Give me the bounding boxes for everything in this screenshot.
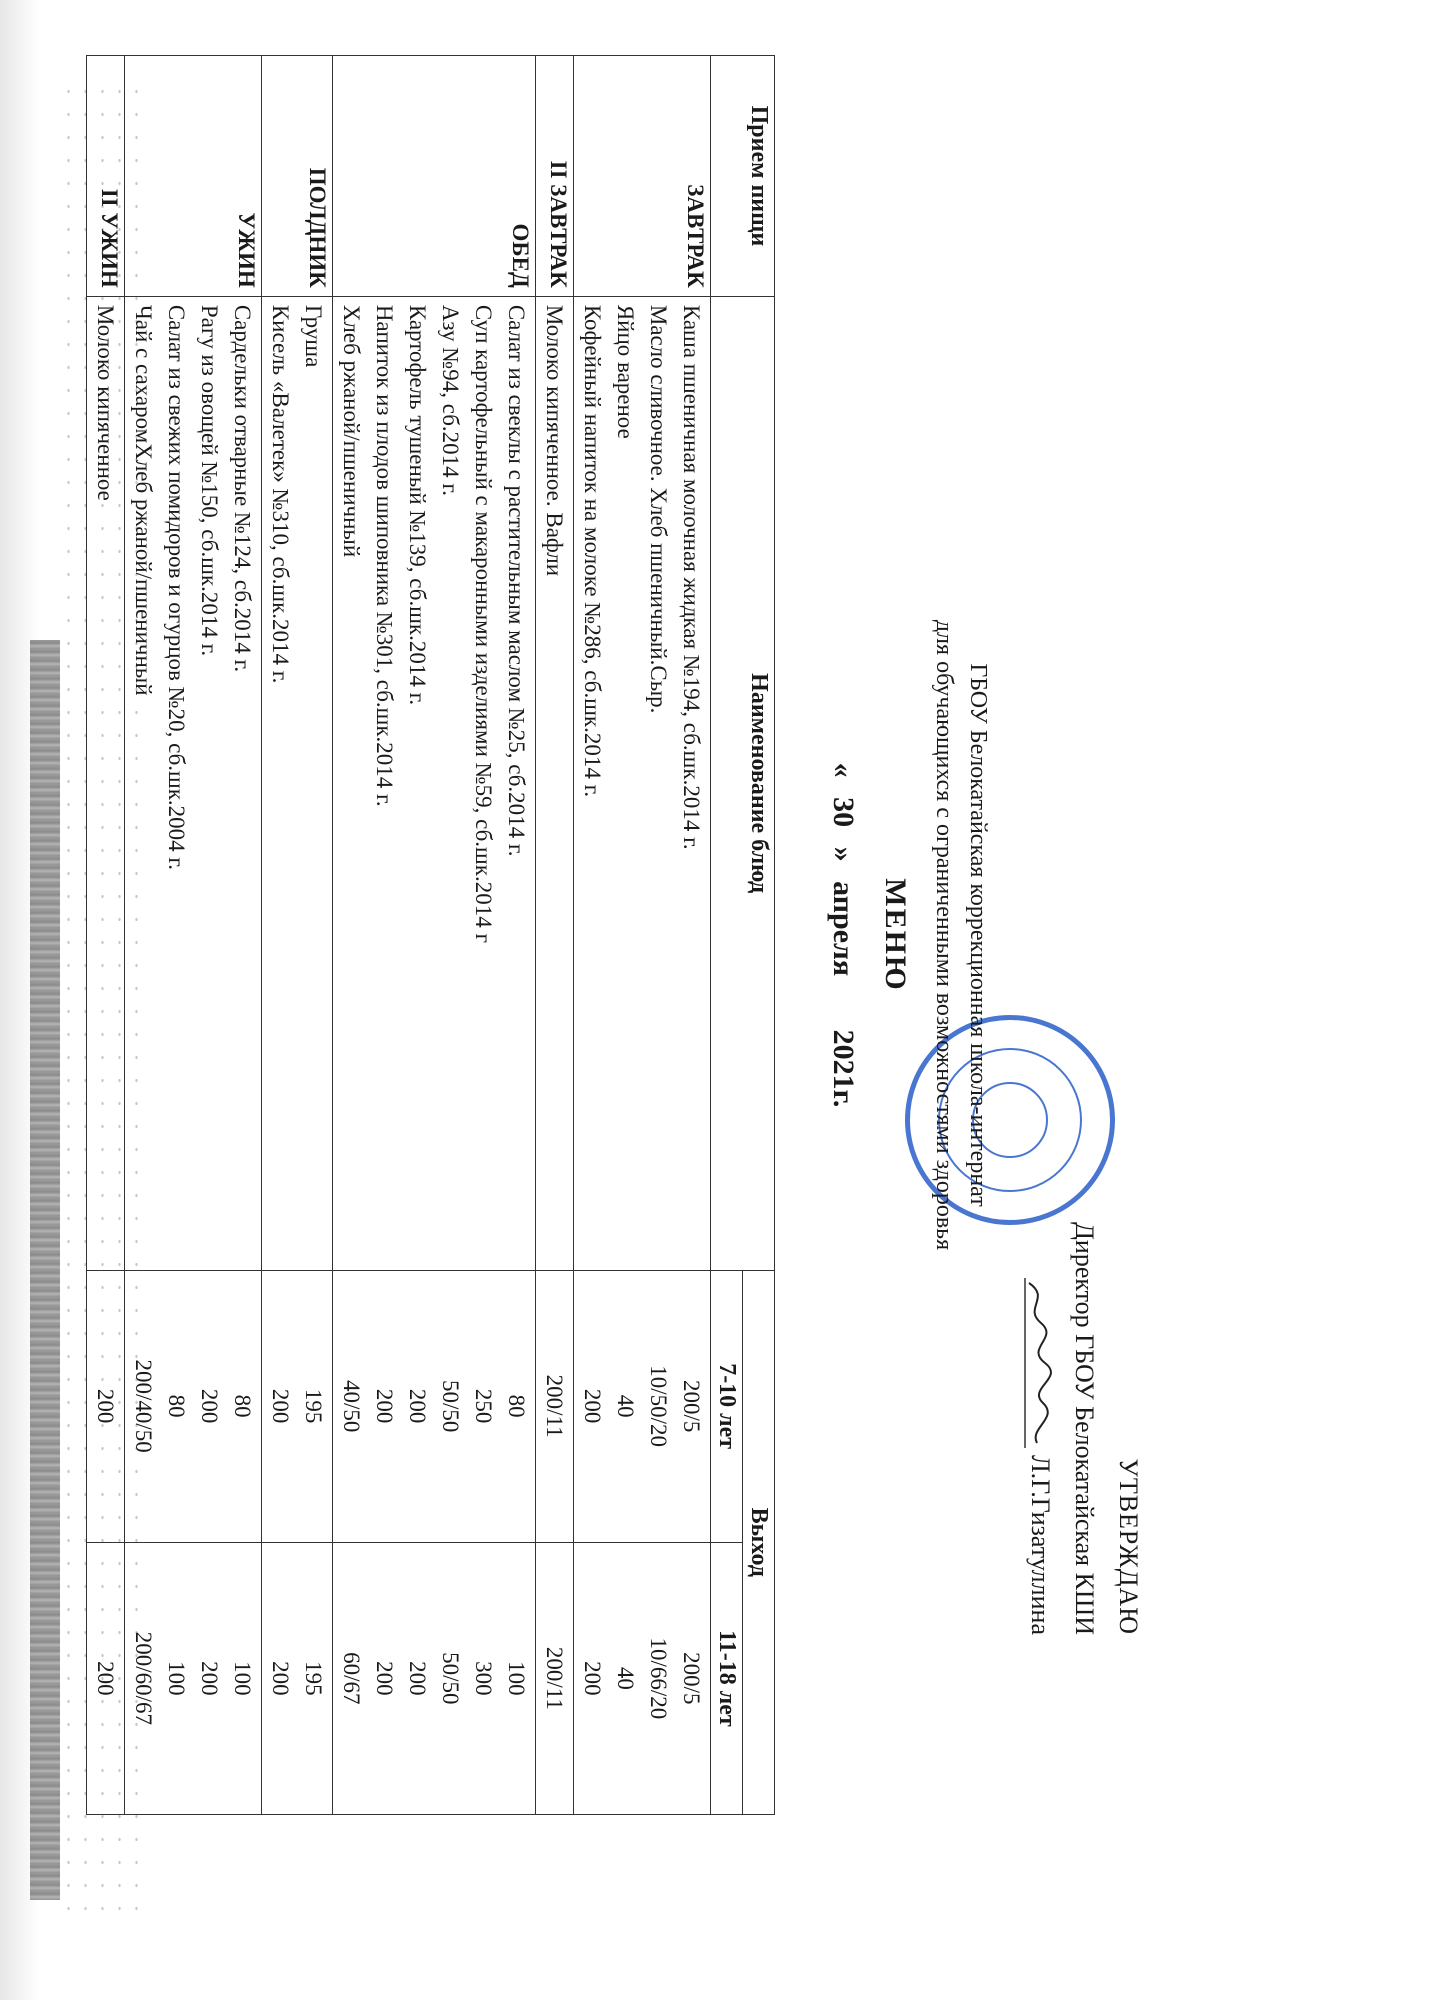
- dish-item: Яйцо вареное: [613, 304, 638, 439]
- school-name-line2: для обучающихся с ограниченными возможностями здоровья: [931, 619, 957, 1251]
- dishes-cell: [574, 296, 711, 1270]
- portion-value: 200/5: [679, 1379, 704, 1433]
- portion-value: 100: [504, 1661, 529, 1696]
- portion-value: 10/66/20: [646, 1637, 671, 1720]
- dishes-cell: [87, 296, 125, 1270]
- portion-7-10-cell: [87, 1270, 125, 1542]
- table-row: [125, 56, 262, 1815]
- portion-value: 200: [93, 1661, 118, 1696]
- portion-7-10-cell: [262, 1270, 333, 1542]
- table-row: [333, 56, 536, 1815]
- dish-item: Салат из свеклы с растительным маслом №25, сб.2014 г.: [504, 304, 529, 857]
- dishes-cell: [262, 296, 333, 1270]
- header-output: Выход: [743, 1270, 775, 1814]
- portion-value: 250: [471, 1388, 496, 1424]
- table-row: [574, 56, 711, 1815]
- header-meal: Прием пищи: [711, 56, 775, 297]
- portion-7-10-cell: [333, 1270, 536, 1542]
- portion-value: 200: [197, 1661, 222, 1696]
- dish-item: Чай с сахаромХлеб ржаной/пшеничный: [131, 304, 156, 696]
- school-name-line1: ГБОУ Белокатайская коррекционная школа-интернат: [965, 663, 991, 1207]
- meal-name-cell: ПОЛДНИК: [262, 56, 333, 297]
- portion-value: 200/11: [542, 1374, 567, 1438]
- portion-value: 200: [93, 1388, 118, 1424]
- portion-value: 195: [301, 1661, 326, 1696]
- portion-value: 80: [164, 1394, 189, 1418]
- approval-block: [1018, 1115, 1150, 1635]
- portion-value: 200: [197, 1388, 222, 1424]
- dish-item: Кисель «Валетек» №310, сб.шк.2014 г.: [268, 304, 293, 684]
- portion-value: 50/50: [438, 1652, 463, 1705]
- portion-value: 200: [268, 1388, 293, 1424]
- portion-value: 200: [580, 1388, 605, 1424]
- portion-value: 200/40/50: [131, 1359, 156, 1453]
- table-row: [262, 56, 333, 1815]
- portion-value: 40/50: [339, 1379, 364, 1433]
- header-age-7-10: 7-10 лет: [711, 1270, 743, 1542]
- document-header: [827, 55, 1170, 1815]
- dishes-cell: [333, 296, 536, 1270]
- approval-position: Директор ГБОУ Белокатайская КШИ: [1070, 1222, 1099, 1635]
- dish-item: Масло сливочное. Хлеб пшеничный.Сыр.: [646, 304, 671, 714]
- table-header-row: [743, 56, 775, 1815]
- meal-name-cell: ЗАВТРАК: [574, 56, 711, 297]
- meal-name-cell: II ЗАВТРАК: [536, 56, 574, 297]
- dish-item: Картофель тушеный №139, сб.шк.2014 г.: [405, 304, 430, 706]
- portion-value: 200: [405, 1388, 430, 1424]
- dish-item: Сардельки отварные №124, сб.2014 г.: [230, 304, 255, 673]
- portion-value: 100: [230, 1661, 255, 1696]
- portion-11-18-cell: [574, 1542, 711, 1814]
- dish-item: Груша: [301, 304, 326, 368]
- portion-value: 50/50: [438, 1379, 463, 1433]
- dish-item: Хлеб ржаной/пшеничный: [339, 304, 364, 558]
- portion-11-18-cell: [125, 1542, 262, 1814]
- date-year: 2021г.: [827, 1029, 860, 1108]
- portion-value: 200: [372, 1388, 397, 1424]
- menu-table-body: [87, 56, 711, 1815]
- portion-11-18-cell: [262, 1542, 333, 1814]
- dish-item: Салат из свежих помидоров и огурцов №20, сб.шк.2004 г.: [164, 304, 189, 871]
- portion-value: 200: [580, 1661, 605, 1696]
- portion-11-18-cell: [87, 1542, 125, 1814]
- date-quote-open: «: [827, 762, 860, 778]
- dish-item: Молоко кипяченное: [93, 304, 118, 501]
- dish-item: Каша пшеничная молочная жидкая №194, сб.шк.2014 г.: [679, 304, 704, 850]
- portion-7-10-cell: [574, 1270, 711, 1542]
- signature-scribble: [1021, 1278, 1055, 1448]
- portion-value: 10/50/20: [646, 1365, 671, 1448]
- portion-value: 40: [613, 1666, 638, 1690]
- approval-title: УТВЕРЖДАЮ: [1114, 1458, 1143, 1635]
- dish-item: Суп картофельный с макаронными изделиями №59, сб.шк.2014 г: [471, 304, 496, 943]
- dish-item: Азу №94, сб.2014 г.: [438, 304, 463, 496]
- approval-signer: Л.Г.Гизатуллина: [1026, 1454, 1055, 1635]
- portion-value: 300: [471, 1661, 496, 1696]
- portion-11-18-cell: [333, 1542, 536, 1814]
- table-row: [536, 56, 574, 1815]
- portion-value: 200/60/67: [131, 1631, 156, 1726]
- portion-value: 40: [613, 1394, 638, 1418]
- header-age-11-18: 11-18 лет: [711, 1542, 743, 1814]
- table-row: [87, 56, 125, 1815]
- menu-title: МЕНЮ: [879, 878, 912, 992]
- portion-value: 80: [230, 1394, 255, 1418]
- menu-date: [826, 595, 860, 1275]
- dish-item: Кофейный напиток на молоке №286, сб.шк.2014 г.: [580, 304, 605, 798]
- portion-value: 100: [164, 1661, 189, 1696]
- portion-value: 200: [372, 1661, 397, 1696]
- date-month: апреля: [827, 881, 860, 977]
- date-day: 30: [827, 797, 860, 828]
- meal-name-cell: УЖИН: [125, 56, 262, 297]
- portion-value: 60/67: [339, 1652, 364, 1705]
- portion-7-10-cell: [125, 1270, 262, 1542]
- portion-value: 200/11: [542, 1646, 567, 1710]
- dish-item: Рагу из овощей №150, сб.шк.2014 г.: [197, 304, 222, 657]
- portion-value: 80: [504, 1394, 529, 1418]
- portion-11-18-cell: [536, 1542, 574, 1814]
- meal-name-cell: ОБЕД: [333, 56, 536, 297]
- date-quote-close: »: [827, 846, 860, 862]
- meal-name-cell: II УЖИН: [87, 56, 125, 297]
- portion-7-10-cell: [536, 1270, 574, 1542]
- dishes-cell: [125, 296, 262, 1270]
- portion-value: 200/5: [679, 1652, 704, 1705]
- school-name: [927, 385, 995, 1485]
- dish-item: Молоко кипяченное. Вафли: [542, 304, 567, 577]
- portion-value: 200: [405, 1661, 430, 1696]
- header-dish: Наименование блюд: [711, 296, 775, 1270]
- dishes-cell: [536, 296, 574, 1270]
- menu-table: [86, 55, 775, 1815]
- portion-value: 200: [268, 1661, 293, 1696]
- portion-value: 195: [301, 1388, 326, 1424]
- document-page: [0, 55, 1170, 1815]
- dish-item: Напиток из плодов шиповника №301, сб.шк.2014 г.: [372, 304, 397, 807]
